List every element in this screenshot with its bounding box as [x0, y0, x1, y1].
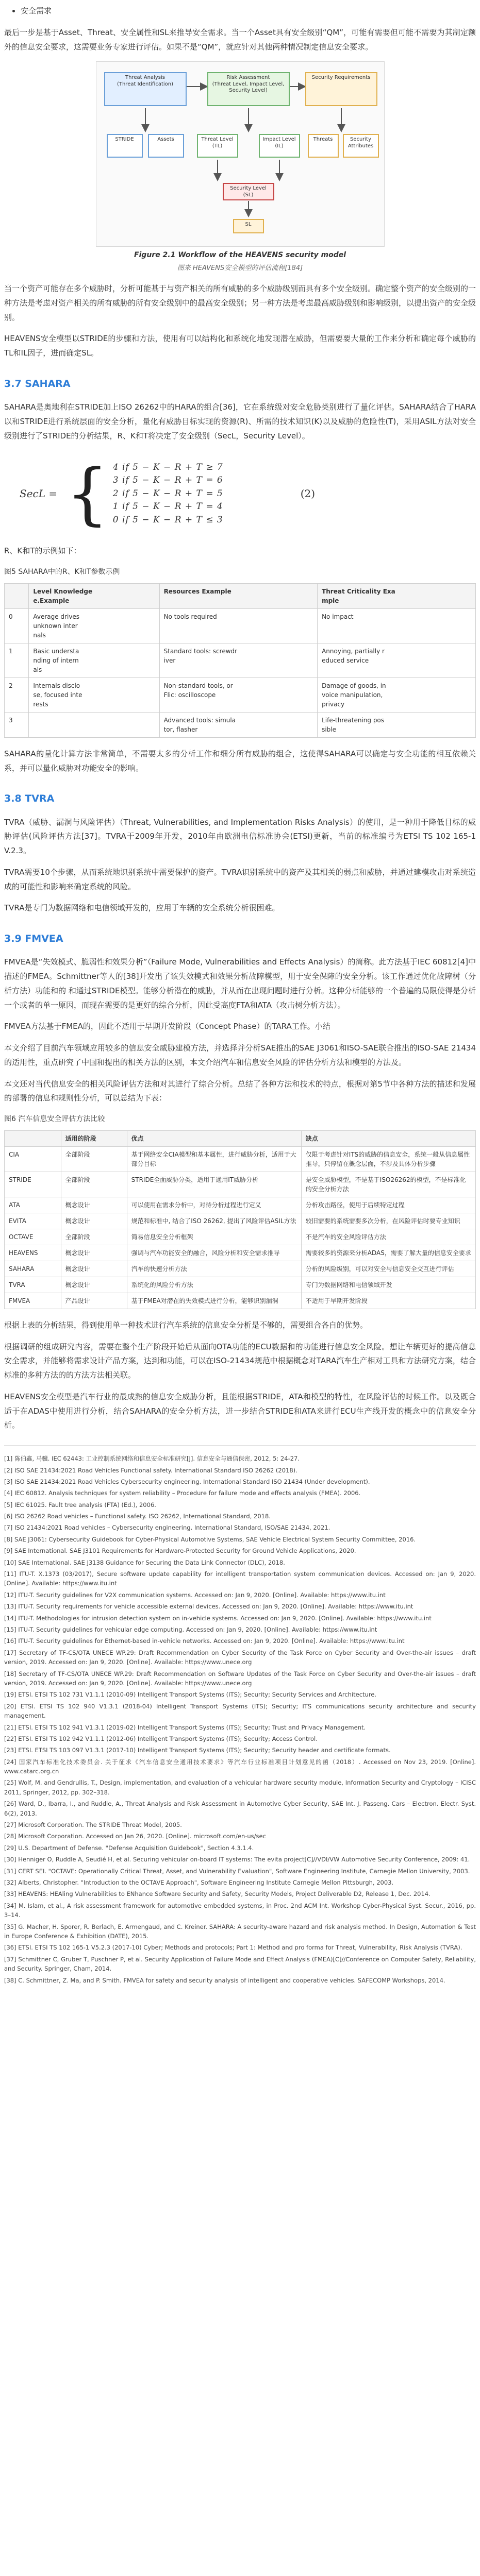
table-header-cell: Resources Example — [159, 583, 318, 608]
reference-item: [14] ITU-T. Methodologies for intrusion detection system on in-vehicle systems. Accessed on: Jan 9, 2020. [Online]. Available: https://www.itu.int — [4, 1614, 432, 1622]
table-cell: FMVEA — [5, 1293, 61, 1309]
section-heading-fmvea: 3.9 FMVEA — [4, 933, 63, 945]
table-header-cell: Level Knowledge e.Example — [29, 583, 159, 608]
reference-item: [15] ITU-T. Security guidelines for vehicular edge computing. Accessed on: Jan 9, 2020. [Online]. Available: https://www.itu.int — [4, 1626, 377, 1633]
paragraph: SAHARA的量化计算方法非常简单，不需要太多的分析工作和细分所有威胁的组合，这使得SAHARA可以确定与安全功能的相互依赖关系，并可以量化威胁对功能安全的影响。 — [4, 749, 476, 773]
formula-row: 2 if 5 − K − R + T = 5 — [112, 488, 223, 499]
table-cell: 产品设计 — [61, 1293, 127, 1309]
secl-formula — [20, 452, 476, 535]
paragraph: SAHARA是奥地利在STRIDE加上ISO 26262中的HARA的组合[36]，它在系统级对安全危胁类别进行了量化评估。SAHARA结合了HARA以和STRIDE进行系统层面的安全分析，量化有威胁目标实现的资源(R)、所需的技术知识(K)以及威胁的危险性(T)，采用ASIL方法对安全级别进行了STRIDE的分析结果，R、K和T将决定了安全级别（SecL，Security Level）。 — [4, 402, 476, 440]
table-cell: 仅限于考虑针对ITS的威胁的信息安全，系统一般从信息属性推导，只停留在概念层面，不涉及具体分析步骤 — [301, 1146, 475, 1172]
table-cell: Average drives unknown inter nals — [29, 608, 159, 643]
impact-level-box: Impact Level (IL) — [259, 134, 300, 158]
reference-item: [27] Microsoft Corporation. The STRIDE Threat Model, 2005. — [4, 1821, 182, 1829]
table-cell: 概念设计 — [61, 1261, 127, 1277]
table-cell: CIA — [5, 1146, 61, 1172]
formula-rows — [113, 461, 223, 527]
table-cell: 规范和标准中, 结合了ISO 26262, 提出了风险评估ASIL方法 — [127, 1213, 301, 1229]
security-level-box: Security Level (SL) — [223, 183, 274, 200]
formula-number: (2) — [300, 487, 316, 500]
table-cell: 分析攻击路径，使用于后续特定过程 — [301, 1197, 475, 1213]
table-cell: 简易信息安全分析框架 — [127, 1229, 301, 1245]
reference-item: [7] ISO 21434:2021 Road vehicles – Cybersecurity engineering. International Standard, ISO/SAE 21434, 2021. — [4, 1524, 330, 1532]
reference-item: [29] U.S. Department of Defense. "Defense Acquisition Guidebook", Section 4.3.1.4. — [4, 1844, 254, 1852]
table-row — [5, 608, 476, 643]
paragraph: FMVEA是“失效模式、脆弱性和效果分析”（Failure Mode, Vulnerabilities and Effects Analysis）的简称。此方法基于IEC 60812[4]中描述的FMEA。Schmittner等人的[38]开发出了该失效模式和效果分析故障模型，用于安全保障的安全分析。该工作通过优化故障树（分析方法）功能和的 和通过STRIDE模型。能够分析潜在的威胁，并从而在出现问题时进行分析。这种分析能够的一个普遍的局限使得是分析一个或者的单一原因，而现在需要的是更好的综合分析，因此受高度FTA和ATA（攻击树分析方法）。 — [4, 957, 476, 1010]
paragraph: TVRA是专门为数据网络和电信领域开发的，应用于车辆的安全系统分析很困难。 — [4, 903, 280, 913]
paragraph: HEAVENS安全模型是汽车行业的最成熟的信息安全威胁分析，且能根据STRIDE，ATA和模型的特性，在风险评估的时候工作。以及既合适于在ADAS中使用进行分析，结合SAHARA的安全分析方法，进一步结合STRIDE和ATA来进行ECU生产线开发的概念中的信息安全分析。 — [4, 1392, 476, 1430]
references-list — [4, 1445, 476, 1985]
table-cell: 不适用于早期开发阶段 — [301, 1293, 475, 1309]
table-cell: 1 — [5, 643, 29, 677]
paragraph: 本文介绍了目前汽车领域应用较多的信息安全威胁建模方法，并选择并分析SAE推出的SAE J3061和ISO-SAE联合推出的ISO-SAE 21434的适用性，重点研究了中国和提出的相关方法的区别，本文介绍汽车和信息安全风险的评估分析方法和模型的方法及。 — [4, 1043, 476, 1067]
table-cell: Annoying, partially r educed service — [318, 643, 476, 677]
table-cell: 概念设计 — [61, 1213, 127, 1229]
reference-item: [35] G. Macher, H. Sporer, R. Berlach, E. Armengaud, and C. Kreiner. SAHARA: A security-aware hazard and risk analysis method. In Design, Automation & Test in Europe Conference & Exhibition (DATE), 2015. — [4, 1923, 476, 1940]
reference-item: [32] Alberts, Christopher. "Introduction to the OCTAVE Approach", Software Engineering Institute Carnegie Mellon Pittsburgh, 2003. — [4, 1878, 394, 1886]
reference-item: [21] ETSI. ETSI TS 102 941 V1.3.1 (2019-02) Intelligent Transport Systems (ITS); Security; Trust and Privacy Management. — [4, 1723, 366, 1731]
table-cell: HEAVENS — [5, 1245, 61, 1261]
table-cell: Non-standard tools, or Flic: oscilloscope — [159, 677, 318, 712]
risk-assessment-box: Risk Assessment (Threat Level, Impact Level, Security Level) — [207, 72, 290, 106]
security-attributes-box: Security Attributes — [343, 134, 379, 158]
paragraph: 当一个资产可能存在多个威胁时，分析可能基于与资产相关的所有威胁的多个威胁级别而具有多个安全级别。确定整个资产的安全级别的一种方法是考虑对资产相关的所有威胁的所有安全级别中的最高安全级别；另一种方法是考虑最高威胁级别和影响级别，以提出资产的安全级别。 — [4, 284, 476, 322]
table-cell: SAHARA — [5, 1261, 61, 1277]
reference-item: [24] 国家汽车标准化技术委员会. 关于征求《汽车信息安全通用技术要求》等汽车行业标准项目计划意见的函（2018）. Accessed on Nov 23, 2019. [Online]. www.catarc.org.cn — [4, 1758, 476, 1775]
table-cell: 全部阶段 — [61, 1146, 127, 1172]
paragraph: 根据调研的组成研究内容，需要在整个生产阶段开始后从面向OTA功能的ECU数据和的功能进行信息安全风险。想让车辆更好的提高信息安全需求，并能够将需求设计产品方案，达到和功能，可以在ISO-21434规范中根据概念对TARA汽车生产相对工具和方法研究方案，结合标准的多种方法的的方法方法相关联。 — [4, 1342, 476, 1380]
table-header-cell: Threat Criticality Exa mple — [318, 583, 476, 608]
table-cell: 分析的风险级别，可以对安全与信息安全交互进行评估 — [301, 1261, 475, 1277]
figure-caption: Figure 2.1 Workflow of the HEAVENS security model — [134, 251, 346, 260]
table-row — [5, 1146, 476, 1172]
paragraph: 根据上表的分析结果，得到使用单一种技术进行汽车系统的信息安全分析是不够的，需要组合各自的优势。 — [4, 1320, 368, 1330]
table-cell — [29, 712, 159, 737]
reference-item: [34] M. Islam, et al., A risk assessment framework for automotive embedded systems, in Proc. 2nd ACM Int. Workshop Cyber-Physical Syst. Secur., 2016, pp. 3–14. — [4, 1902, 476, 1919]
reference-item: [30] Henniger O, Ruddle A, Seudié H, et al. Securing vehicular on-board IT systems: The evita project[C]//VDI/VW Automotive Security Conference, 2009: 41. — [4, 1856, 470, 1863]
table-header-row — [5, 583, 476, 608]
table-row — [5, 712, 476, 737]
table-cell: OCTAVE — [5, 1229, 61, 1245]
section-heading-sahara: 3.7 SAHARA — [4, 378, 71, 389]
table-header-cell: 优点 — [127, 1130, 301, 1146]
table-cell: 概念设计 — [61, 1277, 127, 1293]
table-cell: Advanced tools: simula tor, flasher — [159, 712, 318, 737]
table-header-cell: 适用的阶段 — [61, 1130, 127, 1146]
table-row — [5, 643, 476, 677]
table-row — [5, 1293, 476, 1309]
reference-item: [2] ISO SAE 21434:2021 Road Vehicles Functional safety. International Standard ISO 26262 (2018). — [4, 1466, 297, 1474]
table-cell: 强调与汽车功能安全的融合，风险分析和安全需求推导 — [127, 1245, 301, 1261]
assets-box: Assets — [148, 134, 184, 158]
table-row — [5, 1197, 476, 1213]
paragraph: 本文还对当代信息安全的相关风险评估方法和对其进行了综合分析。总结了各种方法和技术的特点，根据对第5节中各种方法的描述和发展的部署的信息和规则性分析，可以总结为下表： — [4, 1079, 476, 1103]
formula-lhs: SecL = — [20, 487, 58, 500]
threat-level-box: Threat Level (TL) — [197, 134, 238, 158]
bullet-list — [4, 4, 476, 19]
reference-item: [36] ETSI. ETSI TS 102 165-1 V5.2.3 (2017-10) Cyber; Methods and protocols; Part 1: Method and pro forma for Threat, Vulnerability, Risk Analysis (TVRA). — [4, 1944, 462, 1952]
table-cell: 系统化的风险分析方法 — [127, 1277, 301, 1293]
sl-output-box: SL — [233, 219, 264, 233]
reference-item: [5] IEC 61025. Fault tree analysis (FTA) (Ed.), 2006. — [4, 1501, 156, 1509]
table-cell: 是安全威胁模型，不是基于ISO26262的模型，不是标准化的安全分析方法 — [301, 1172, 475, 1197]
intro-paragraph: 最后一步是基于Asset、Threat、安全属性和SL来推导安全需求。当一个Asset具有安全级别“QM”，可能有需要但可能不需要为其制定额外的信息安全要求，这需要业务专家进行评估。如果不是“QM”，就应针对其他两种情况制定信息安全要求。 — [4, 27, 476, 52]
reference-item: [22] ETSI. ETSI TS 102 942 V1.1.1 (2012-06) Intelligent Transport Systems (ITS); Security; Access Control. — [4, 1735, 318, 1742]
reference-item: [31] CERT SEI. "OCTAVE: Operationally Critical Threat, Asset, and Vulnerability Evaluation", Software Engineering Institute, Carnegie Mellon University, 2003. — [4, 1867, 470, 1875]
threats-box: Threats — [308, 134, 339, 158]
paragraph: R、K和T的示例如下： — [4, 546, 81, 556]
table-cell: STRIDE全面威胁分类，适用于通用IT威胁分析 — [127, 1172, 301, 1197]
reference-item: [1] 陈伯鑫, 马骥. IEC 62443: 工业控制系统网络和信息安全标准研究[J]. 信息安全与通信保密, 2012, 5: 24-27. — [4, 1455, 300, 1463]
document-page — [4, 4, 476, 1985]
reference-item: [4] IEC 60812. Analysis techniques for system reliability – Procedure for failure mode and effects analysis (FMEA). 2006. — [4, 1489, 361, 1497]
reference-item: [13] ITU-T. Security requirements for vehicle accessible external devices. Accessed on: Jan 9, 2020. [Online]. Available: https://www.itu.int — [4, 1603, 413, 1611]
table-header-cell: 缺点 — [301, 1130, 475, 1146]
table-cell: No tools required — [159, 608, 318, 643]
reference-item: [6] ISO 26262 Road vehicles – Functional safety. ISO 26262, International Standard, 2018. — [4, 1513, 271, 1520]
reference-item: [16] ITU-T. Security guidelines for Ethernet-based in-vehicle networks. Accessed on: Jan 9, 2020. [Online]. Available: https://www.itu.int — [4, 1637, 405, 1645]
table-cell: 全部阶段 — [61, 1229, 127, 1245]
table-title: 图6 汽车信息安全评估方法比较 — [4, 1115, 105, 1123]
paragraph: HEAVENS安全模型以STRIDE的步骤和方法，使用有可以结构化和系统化地发现潜在威胁，但需要要大量的工作来分析和确定每个威胁的TL和IL因子，进而确定SL。 — [4, 334, 476, 358]
table-cell: Standard tools: screwdr iver — [159, 643, 318, 677]
table-cell: 可以使用在需求分析中，对待分析过程进行定义 — [127, 1197, 301, 1213]
reference-item: [28] Microsoft Corporation. Accessed on Jan 26, 2020. [Online]. microsoft.com/en-us/sec — [4, 1833, 266, 1840]
table-cell: No impact — [318, 608, 476, 643]
reference-item: [23] ETSI. ETSI TS 103 097 V1.3.1 (2017-10) Intelligent Transport Systems (ITS); Security; Security header and certificate formats. — [4, 1747, 391, 1754]
table-row — [5, 1245, 476, 1261]
table-cell: 需要较多的资源来分析ADAS，需要了解大量的信息安全要求 — [301, 1245, 475, 1261]
bullet-item: • 安全需求 — [21, 4, 476, 19]
reference-item: [12] ITU-T. Security guidelines for V2X communication systems. Accessed on: Jan 9, 2020. [Online]. Available: https://www.itu.int — [4, 1591, 386, 1599]
threat-analysis-box: Threat Analysis (Threat Identification) — [104, 72, 187, 106]
table-row — [5, 1229, 476, 1245]
method-comparison-table — [4, 1130, 476, 1309]
table-header-row — [5, 1130, 476, 1146]
table-cell: 概念设计 — [61, 1197, 127, 1213]
reference-item: [25] Wolf, M. and Gendrullis, T., Design, implementation, and evaluation of a vehicular hardware security module, Information Security and Cryptology – ICISC 2011, Springer, 2012, pp. 302–318. — [4, 1779, 476, 1796]
reference-item: [18] Secretary of TF-CS/OTA UNECE WP.29: Draft Recommendation on Software Updates of the Task Force on Cyber Security and Over-the-air issues – draft version, 2019. Accessed on: Jan 9, 2020. [Online]. Available: https://www.unece.org — [4, 1670, 476, 1687]
table-header-cell — [5, 583, 29, 608]
table-row — [5, 1277, 476, 1293]
paragraph: TVRA（威胁、漏洞与风险评估）（Threat, Vulnerabilities, and Implementation Risks Analysis）的使用，是一种用于降低目标的威胁评估(风险评估方法[37]。TVRA于2009年开发，2010年由欧洲电信标准协会(ETSI)更新，当前的标准编号为ETSI TS 102 165-1 V.2.3。 — [4, 817, 476, 856]
reference-item: [11] ITU-T. X.1373 (03/2017), Secure software update capability for intelligent transportation system communication devices. Accessed on: Jan 9, 2020. [Online]. Available: https://www.itu.int — [4, 1570, 476, 1587]
table-row — [5, 1172, 476, 1197]
stride-box: STRIDE — [107, 134, 143, 158]
table-cell: TVRA — [5, 1277, 61, 1293]
table-cell: Damage of goods, in voice manipulation, privacy — [318, 677, 476, 712]
table-cell: 3 — [5, 712, 29, 737]
reference-item: [38] C. Schmittner, Z. Ma, and P. Smith. FMVEA for safety and security analysis of intelligent and cooperative vehicles. SAFECOMP Workshops, 2014. — [4, 1976, 445, 1984]
reference-item: [10] SAE International. SAE J3138 Guidance for Securing the Data Link Connector (DLC), 2018. — [4, 1558, 285, 1566]
reference-item: [33] HEAVENS: HEAling Vulnerabilities to ENhance Software Security and Safety, Security Models, Project Deliverable D2, Release 1, Dec. 2014. — [4, 1890, 431, 1898]
table-cell: 2 — [5, 677, 29, 712]
table-header-cell — [5, 1130, 61, 1146]
table-cell: 专门为数据网络和电信领域开发 — [301, 1277, 475, 1293]
reference-item: [20] ETSI. ETSI TS 102 940 V1.3.1 (2018-04) Intelligent Transport Systems (ITS); Security; ITS communications security architecture and security management. — [4, 1702, 476, 1720]
section-heading-tvra: 3.8 TVRA — [4, 793, 55, 805]
security-requirements-box: Security Requirements — [305, 72, 377, 106]
formula-row: 3 if 5 − K − R + T = 6 — [112, 475, 223, 486]
formula-row: 4 if 5 − K − R + T ≥ 7 — [112, 462, 223, 472]
formula-brace: { — [66, 454, 109, 533]
table-cell: 汽车的快速分析方法 — [127, 1261, 301, 1277]
reference-item: [19] ETSI. ETSI TS 102 731 V1.1.1 (2010-09) Intelligent Transport Systems (ITS); Security; Security Services and Architecture. — [4, 1691, 377, 1699]
table-cell: 0 — [5, 608, 29, 643]
table-cell: 基于网络安全CIA模型和基本属性，进行威胁分析，适用于大部分目标 — [127, 1146, 301, 1172]
table-cell: 全部阶段 — [61, 1172, 127, 1197]
reference-item: [3] ISO SAE 21434:2021 Road Vehicles Cybersecurity engineering. International Standard ISO 21434 (Under development). — [4, 1478, 370, 1485]
reference-item: [37] Schmittner C, Gruber T, Puschner P, et al. Security Application of Failure Mode and Effect Analysis (FMEA)[C]//Conference on Computer Safety, Reliability, and Security. Springer, Cham, 2014. — [4, 1955, 476, 1973]
table-cell: 概念设计 — [61, 1245, 127, 1261]
formula-row: 1 if 5 − K − R + T = 4 — [112, 501, 223, 512]
reference-item: [9] SAE International. SAE J3101 Requirements for Hardware-Protected Security for Ground Vehicle Applications, 2020. — [4, 1547, 356, 1555]
table-row — [5, 677, 476, 712]
table-cell: 不是汽车的安全风险评估方法 — [301, 1229, 475, 1245]
table-title: 图5 SAHARA中的R、K和T参数示例 — [4, 568, 120, 577]
formula-row: 0 if 5 − K − R + T ≤ 3 — [112, 514, 223, 525]
table-cell: EVITA — [5, 1213, 61, 1229]
table-row — [5, 1213, 476, 1229]
table-cell: Life-threatening pos sible — [318, 712, 476, 737]
table-cell: STRIDE — [5, 1172, 61, 1197]
table-cell: 基于FMEA对潜在的失效模式进行分析，能够识别漏洞 — [127, 1293, 301, 1309]
paragraph: FMVEA方法基于FMEA的，因此不适用于早期开发阶段（Concept Phase）的TARA工作。小结 — [4, 1022, 330, 1031]
heavens-workflow-figure — [96, 61, 385, 247]
sahara-parameter-table — [4, 583, 476, 738]
paragraph: TVRA需要10个步骤，从而系统地识别系统中需要保护的资产。TVRA识别系统中的资产及其相关的弱点和威胁，并通过建模攻击对系统造成的可能性和影响来确定系统的风险。 — [4, 867, 476, 891]
table-cell: 较旧需要的系统需要多次分析，在风险评估时要专业知识 — [301, 1213, 475, 1229]
table-row — [5, 1261, 476, 1277]
table-cell: Internals disclo se, focused inte rests — [29, 677, 159, 712]
figure-source: 图来 HEAVENS安全模型的评估流程[184] — [177, 264, 303, 273]
reference-item: [26] Ward, D., Ibarra, I., and Ruddle, A., Threat Analysis and Risk Assessment in Automotive Cyber Security, SAE Int. J. Passeng. Cars – Electron. Electr. Syst. 6(2), 2013. — [4, 1800, 476, 1817]
table-cell: ATA — [5, 1197, 61, 1213]
table-cell: Basic understa nding of intern als — [29, 643, 159, 677]
reference-item: [8] SAE J3061: Cybersecurity Guidebook for Cyber-Physical Automotive Systems, SAE Vehicle Electrical System Security Committee, 2016. — [4, 1535, 416, 1543]
reference-item: [17] Secretary of TF-CS/OTA UNECE WP.29: Draft Recommendation on Cyber Security of the Task Force on Cyber Security and Over-the-air issues – draft version, 2019. Accessed on: Jan 9, 2020. [Online]. Available: https://www.unece.org — [4, 1649, 476, 1666]
